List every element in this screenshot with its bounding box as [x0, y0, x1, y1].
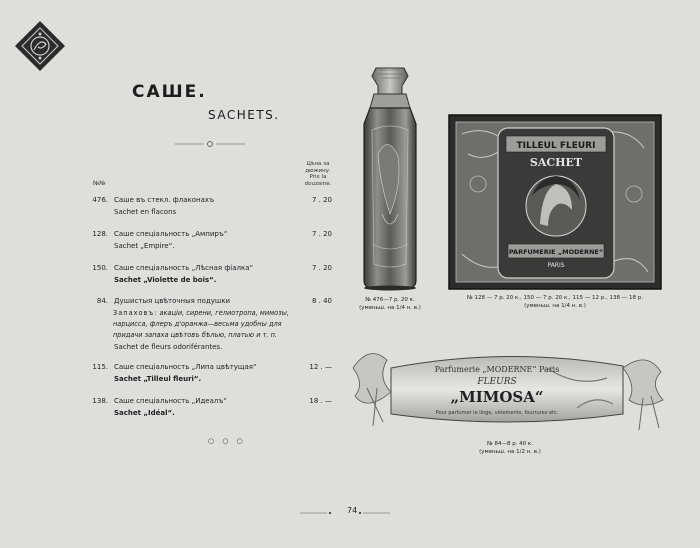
item-name-ru: Саше въ стекл. флаконахъ: [114, 196, 215, 204]
page-number-ornament: [300, 510, 390, 516]
item-number: 115.: [92, 363, 108, 371]
price-header-ru: Цѣна за дюжину.: [305, 161, 331, 174]
item-price: 7 . 20: [311, 230, 332, 238]
box-label-city: PARIS: [547, 262, 565, 269]
box-label-sachet: SACHET: [529, 156, 583, 169]
pillow-scale-caption: (уменьш. на 1/2 н. в.): [479, 449, 541, 455]
page-number: 74: [347, 506, 358, 515]
item-number: 138.: [92, 397, 108, 405]
item-number: 476.: [92, 196, 108, 204]
box-label-maker: PARFUMERIE „MODERNE“: [508, 248, 604, 256]
bottle-caption: [338, 296, 442, 312]
scent-line-3: придачи запаха цвѣтовъ бѣлью, платью и т. п.: [113, 331, 278, 339]
item-name-fr: Sachet „Idéal“.: [114, 409, 175, 417]
item-name-fr: Sachet „Violette de bois“.: [114, 276, 217, 284]
box-label-top: TILLEUL FLEURI: [516, 141, 596, 151]
pillow-label-line2: FLEURS: [477, 377, 517, 387]
scent-line-2: нарцисса, флеръ д'оранжа—весьма удобны для: [113, 320, 282, 328]
page-title-fr: SACHETS.: [208, 108, 280, 122]
bottle-price-caption: № 476—7 р. 20 к.: [365, 297, 415, 303]
item-number: 128.: [92, 230, 108, 238]
item-name-fr: Sachet „Tilleul fleuri“.: [114, 375, 202, 383]
price-header-fr: Prix la douzaine.: [304, 174, 332, 187]
item-name-ru: Саше спеціальность „Лѣсная фіалка“: [114, 264, 254, 272]
pillow-label-name: „MIMOSA“: [450, 388, 544, 406]
divider-ornament: [175, 140, 245, 148]
item-price: 18 . —: [309, 397, 332, 405]
item-number: 150.: [92, 264, 108, 272]
end-marks: ○ ○ ○: [208, 437, 246, 445]
price-column-header: [296, 161, 340, 187]
pillow-caption: [450, 440, 570, 456]
scent-line-1: акаціи, сирени, гелиотропа, мимозы,: [159, 309, 289, 317]
box-scale-caption: (уменьш. на 1/4 н. в.): [524, 303, 586, 309]
item-name-fr: Sachet de fleurs odoriférantes.: [114, 343, 223, 351]
item-price: 7 . 20: [311, 264, 332, 272]
page-title-ru: САШЕ.: [132, 82, 207, 102]
item-number: 84.: [96, 297, 108, 305]
item-name-ru: Саше спеціальность „Липа цвѣтущая“: [114, 363, 257, 371]
pillow-label-line1: Parfumerie „MODERNE“ Paris: [434, 365, 560, 374]
item-price: 7 . 20: [311, 196, 332, 204]
item-price: 12 . —: [309, 363, 332, 371]
scent-pillow-illustration: [347, 338, 667, 438]
pillow-label-line3: Pour parfumer le linge, vêtements, fourrures etc.: [435, 410, 559, 416]
number-column-header: №№: [93, 180, 106, 187]
item-name-fr: Sachet „Empire“.: [114, 242, 175, 250]
item-price: 8 . 40: [311, 297, 332, 305]
item-name-ru: Душистыя цвѣточныя подушки: [114, 297, 231, 305]
scent-label: Запаховъ:: [113, 309, 158, 317]
box-caption: [448, 294, 662, 310]
sachet-box-illustration: [448, 114, 662, 290]
perfume-bottle-illustration: [342, 64, 438, 292]
item-name-fr: Sachet en flacons: [114, 208, 177, 216]
scent-description: [113, 308, 313, 341]
item-name-ru: Саше спеціальность „Идеалъ“: [114, 397, 227, 405]
bottle-scale-caption: (уменьш. на 1/4 н. в.): [359, 305, 421, 311]
box-price-caption: № 128 — 7 р. 20 к., 150 — 7 р. 20 к., 115 — 12 р., 138 — 18 р.: [466, 295, 643, 301]
item-name-ru: Саше спеціальность „Ампиръ“: [114, 230, 228, 238]
pillow-price-caption: № 84—8 р. 40 к.: [486, 441, 534, 447]
corner-ornament-icon: [14, 20, 66, 72]
